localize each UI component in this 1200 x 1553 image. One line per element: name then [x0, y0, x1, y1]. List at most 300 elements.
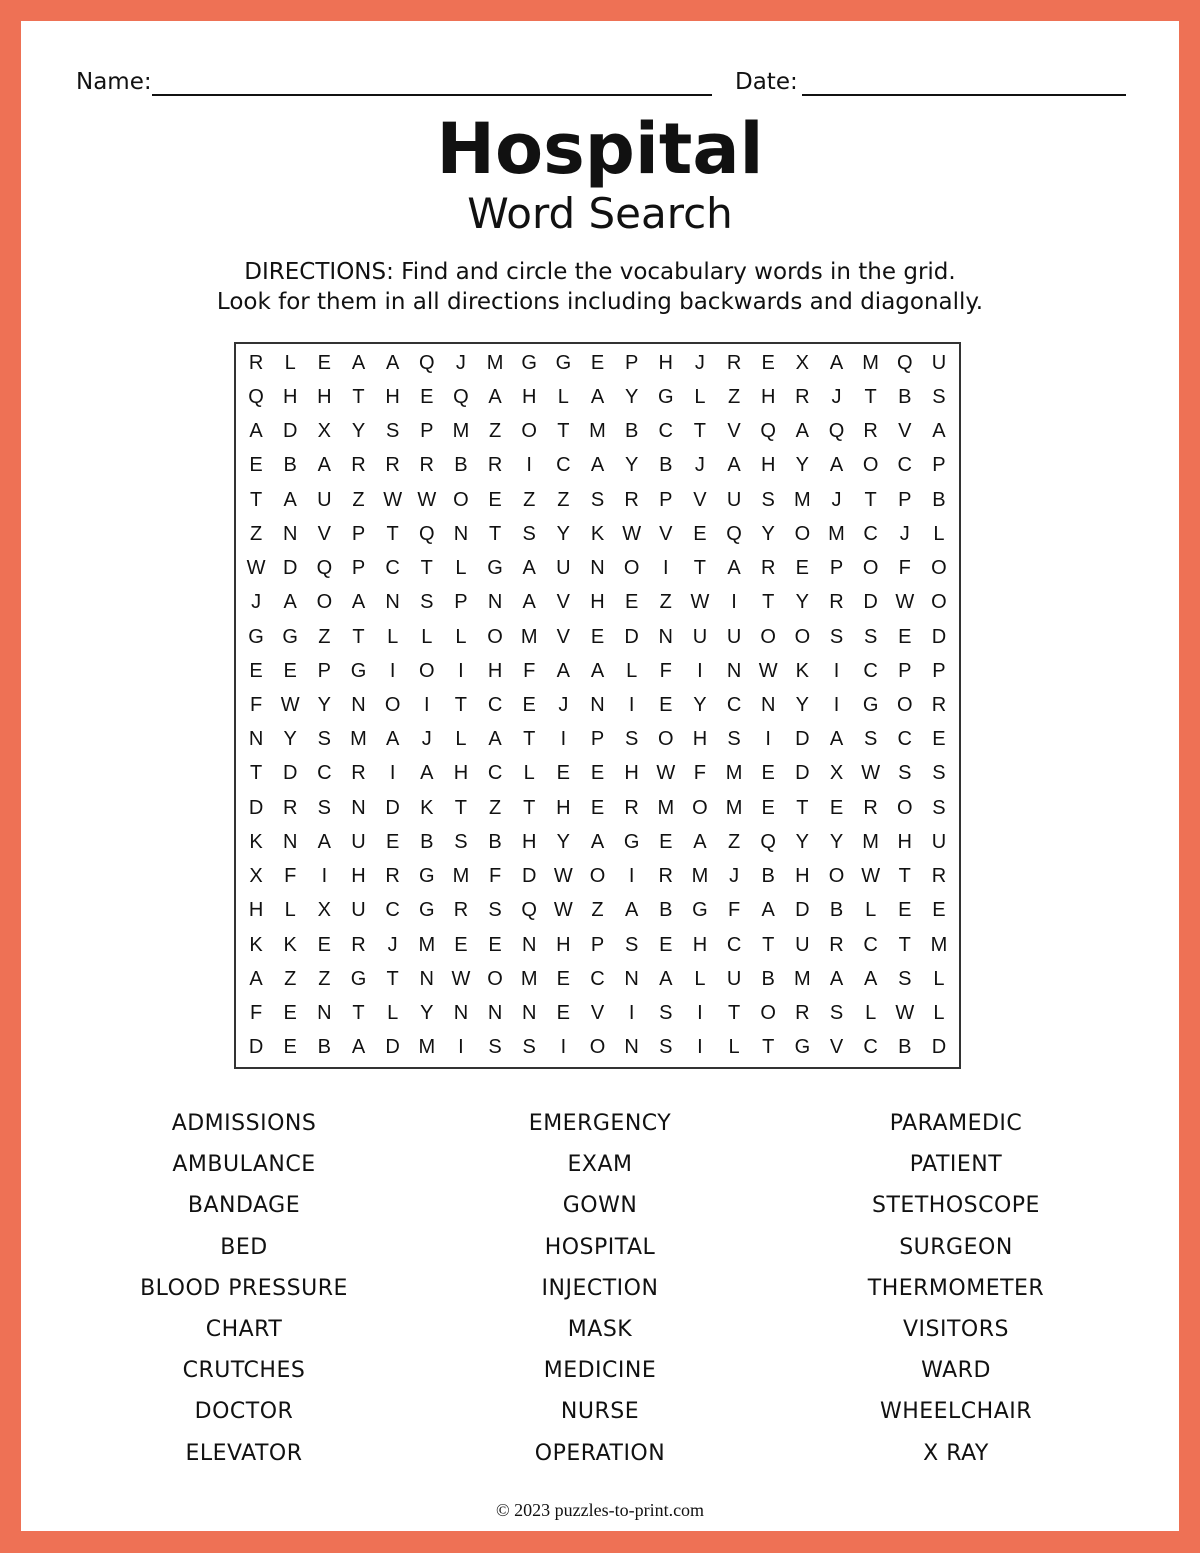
- grid-cell[interactable]: O: [760, 625, 776, 648]
- grid-cell[interactable]: I: [628, 865, 635, 888]
- grid-cell[interactable]: B: [283, 454, 297, 477]
- grid-cell[interactable]: O: [521, 420, 537, 443]
- grid-cell[interactable]: J: [831, 488, 842, 511]
- grid-cell[interactable]: C: [863, 659, 878, 682]
- grid-cell[interactable]: N: [487, 591, 503, 614]
- grid-cell[interactable]: M: [418, 1036, 436, 1059]
- grid-cell[interactable]: N: [624, 1036, 639, 1059]
- grid-cell[interactable]: M: [589, 420, 606, 443]
- grid-cell[interactable]: P: [932, 659, 946, 682]
- grid-cell[interactable]: E: [283, 659, 297, 682]
- grid-cell[interactable]: N: [590, 557, 605, 580]
- grid-cell[interactable]: G: [418, 899, 435, 922]
- grid-cell[interactable]: L: [455, 557, 467, 580]
- grid-cell[interactable]: W: [861, 762, 881, 785]
- grid-cell[interactable]: A: [488, 385, 502, 408]
- grid-cell[interactable]: L: [284, 351, 296, 374]
- grid-cell[interactable]: E: [590, 351, 605, 374]
- grid-cell[interactable]: J: [729, 865, 740, 888]
- grid-cell[interactable]: H: [282, 385, 298, 408]
- grid-cell[interactable]: G: [487, 557, 503, 580]
- grid-cell[interactable]: E: [488, 488, 502, 511]
- grid-cell[interactable]: Y: [693, 693, 707, 716]
- grid-cell[interactable]: I: [423, 693, 430, 716]
- grid-cell[interactable]: L: [933, 1002, 945, 1025]
- grid-cell[interactable]: Y: [795, 693, 810, 716]
- grid-cell[interactable]: Z: [318, 625, 331, 648]
- grid-cell[interactable]: D: [282, 762, 298, 785]
- grid-cell[interactable]: N: [624, 967, 639, 990]
- grid-cell[interactable]: C: [863, 1036, 878, 1059]
- grid-cell[interactable]: A: [624, 899, 639, 922]
- grid-cell[interactable]: R: [385, 865, 400, 888]
- grid-cell[interactable]: T: [557, 420, 570, 443]
- grid-cell[interactable]: C: [897, 454, 912, 477]
- grid-cell[interactable]: K: [249, 933, 263, 956]
- grid-cell[interactable]: R: [726, 351, 742, 374]
- grid-cell[interactable]: J: [421, 728, 432, 751]
- grid-cell[interactable]: P: [351, 522, 366, 545]
- grid-cell[interactable]: C: [385, 899, 400, 922]
- grid-cell[interactable]: S: [659, 1036, 673, 1059]
- grid-cell[interactable]: T: [762, 1036, 775, 1059]
- grid-cell[interactable]: A: [420, 762, 434, 785]
- grid-cell[interactable]: E: [317, 351, 332, 374]
- grid-cell[interactable]: H: [624, 762, 639, 785]
- grid-cell[interactable]: M: [691, 865, 709, 888]
- grid-cell[interactable]: H: [521, 385, 537, 408]
- grid-cell[interactable]: G: [418, 865, 435, 888]
- grid-cell[interactable]: A: [590, 385, 605, 408]
- grid-cell[interactable]: S: [454, 830, 468, 853]
- grid-cell[interactable]: F: [284, 865, 297, 888]
- grid-cell[interactable]: E: [522, 693, 536, 716]
- grid-cell[interactable]: Q: [316, 557, 333, 580]
- grid-cell[interactable]: S: [863, 728, 878, 751]
- grid-cell[interactable]: N: [351, 796, 366, 819]
- grid-cell[interactable]: X: [317, 420, 332, 443]
- grid-cell[interactable]: E: [624, 591, 639, 614]
- grid-cell[interactable]: W: [690, 591, 710, 614]
- grid-cell[interactable]: O: [657, 728, 674, 751]
- grid-cell[interactable]: U: [556, 557, 571, 580]
- grid-cell[interactable]: C: [863, 933, 878, 956]
- grid-cell[interactable]: T: [864, 385, 877, 408]
- grid-cell[interactable]: F: [488, 865, 502, 888]
- grid-cell[interactable]: O: [760, 1002, 776, 1025]
- grid-cell[interactable]: Y: [351, 420, 366, 443]
- grid-cell[interactable]: S: [488, 899, 502, 922]
- grid-cell[interactable]: U: [931, 351, 947, 374]
- grid-cell[interactable]: M: [452, 420, 470, 443]
- grid-cell[interactable]: T: [693, 557, 707, 580]
- grid-cell[interactable]: H: [556, 933, 571, 956]
- grid-cell[interactable]: S: [522, 1036, 536, 1059]
- grid-cell[interactable]: A: [590, 659, 605, 682]
- grid-cell[interactable]: S: [522, 522, 536, 545]
- grid-cell[interactable]: J: [899, 522, 910, 545]
- grid-cell[interactable]: D: [863, 591, 878, 614]
- grid-cell[interactable]: T: [898, 865, 911, 888]
- grid-cell[interactable]: L: [557, 385, 569, 408]
- grid-cell[interactable]: D: [795, 728, 810, 751]
- grid-cell[interactable]: O: [862, 454, 879, 477]
- grid-cell[interactable]: P: [590, 728, 605, 751]
- grid-cell[interactable]: N: [726, 659, 742, 682]
- grid-cell[interactable]: T: [523, 796, 536, 819]
- grid-cell[interactable]: O: [931, 557, 947, 580]
- grid-cell[interactable]: T: [523, 728, 536, 751]
- grid-cell[interactable]: S: [829, 1002, 844, 1025]
- grid-cell[interactable]: V: [590, 1002, 605, 1025]
- grid-cell[interactable]: L: [933, 522, 945, 545]
- grid-cell[interactable]: H: [760, 454, 776, 477]
- grid-cell[interactable]: L: [421, 625, 433, 648]
- grid-cell[interactable]: F: [693, 762, 707, 785]
- grid-cell[interactable]: Z: [249, 522, 263, 545]
- grid-cell[interactable]: V: [829, 1036, 844, 1059]
- grid-cell[interactable]: E: [590, 796, 605, 819]
- grid-cell[interactable]: T: [386, 967, 399, 990]
- grid-cell[interactable]: C: [726, 693, 742, 716]
- grid-cell[interactable]: R: [795, 1002, 810, 1025]
- grid-cell[interactable]: Y: [556, 830, 571, 853]
- grid-cell[interactable]: T: [352, 385, 365, 408]
- grid-cell[interactable]: Y: [761, 522, 775, 545]
- grid-cell[interactable]: M: [794, 488, 811, 511]
- grid-cell[interactable]: T: [762, 591, 775, 614]
- grid-cell[interactable]: B: [454, 454, 468, 477]
- grid-cell[interactable]: R: [419, 454, 434, 477]
- grid-cell[interactable]: U: [351, 830, 366, 853]
- grid-cell[interactable]: R: [351, 454, 366, 477]
- grid-cell[interactable]: Y: [556, 522, 571, 545]
- grid-cell[interactable]: E: [590, 625, 605, 648]
- grid-cell[interactable]: W: [656, 762, 676, 785]
- grid-cell[interactable]: T: [386, 522, 399, 545]
- grid-cell[interactable]: Q: [896, 351, 913, 374]
- grid-cell[interactable]: I: [389, 762, 396, 785]
- grid-cell[interactable]: A: [249, 967, 263, 990]
- grid-cell[interactable]: O: [589, 1036, 606, 1059]
- grid-cell[interactable]: T: [454, 796, 468, 819]
- grid-cell[interactable]: J: [831, 385, 842, 408]
- grid-cell[interactable]: E: [932, 728, 946, 751]
- grid-cell[interactable]: J: [455, 351, 466, 374]
- grid-cell[interactable]: C: [726, 933, 742, 956]
- grid-cell[interactable]: I: [765, 728, 771, 751]
- grid-cell[interactable]: I: [560, 1036, 567, 1059]
- grid-cell[interactable]: Y: [795, 830, 810, 853]
- grid-cell[interactable]: S: [898, 762, 912, 785]
- grid-cell[interactable]: R: [931, 693, 947, 716]
- grid-cell[interactable]: Q: [418, 522, 435, 545]
- grid-cell[interactable]: O: [862, 557, 879, 580]
- grid-cell[interactable]: O: [487, 967, 503, 990]
- grid-cell[interactable]: L: [694, 967, 706, 990]
- grid-cell[interactable]: R: [351, 933, 366, 956]
- grid-cell[interactable]: Y: [624, 454, 639, 477]
- grid-cell[interactable]: C: [863, 522, 878, 545]
- grid-cell[interactable]: P: [590, 933, 605, 956]
- grid-cell[interactable]: A: [693, 830, 707, 853]
- grid-cell[interactable]: V: [898, 420, 912, 443]
- grid-cell[interactable]: A: [829, 351, 844, 374]
- grid-cell[interactable]: A: [863, 967, 878, 990]
- grid-cell[interactable]: S: [420, 591, 434, 614]
- grid-cell[interactable]: H: [453, 762, 469, 785]
- grid-cell[interactable]: W: [758, 659, 778, 682]
- grid-cell[interactable]: E: [385, 830, 400, 853]
- grid-cell[interactable]: E: [829, 796, 844, 819]
- grid-cell[interactable]: S: [624, 728, 639, 751]
- grid-cell[interactable]: Y: [829, 830, 844, 853]
- grid-cell[interactable]: A: [351, 1036, 366, 1059]
- grid-cell[interactable]: G: [555, 351, 572, 374]
- grid-cell[interactable]: L: [626, 659, 638, 682]
- grid-cell[interactable]: E: [795, 557, 810, 580]
- grid-cell[interactable]: M: [725, 796, 743, 819]
- grid-cell[interactable]: C: [317, 762, 332, 785]
- grid-cell[interactable]: T: [693, 420, 707, 443]
- grid-cell[interactable]: Q: [418, 351, 435, 374]
- grid-cell[interactable]: O: [418, 659, 435, 682]
- grid-cell[interactable]: A: [351, 591, 366, 614]
- grid-cell[interactable]: P: [898, 488, 912, 511]
- grid-cell[interactable]: L: [523, 762, 535, 785]
- grid-cell[interactable]: B: [659, 899, 673, 922]
- grid-cell[interactable]: T: [249, 762, 263, 785]
- grid-cell[interactable]: G: [521, 351, 537, 374]
- grid-cell[interactable]: R: [658, 865, 673, 888]
- grid-cell[interactable]: K: [249, 830, 263, 853]
- grid-cell[interactable]: A: [283, 591, 297, 614]
- grid-cell[interactable]: G: [692, 899, 708, 922]
- grid-cell[interactable]: S: [659, 1002, 673, 1025]
- grid-cell[interactable]: A: [932, 420, 946, 443]
- grid-cell[interactable]: B: [420, 830, 434, 853]
- grid-cell[interactable]: O: [487, 625, 503, 648]
- grid-cell[interactable]: A: [522, 591, 536, 614]
- grid-cell[interactable]: H: [351, 865, 366, 888]
- grid-cell[interactable]: O: [896, 693, 913, 716]
- grid-cell[interactable]: B: [317, 1036, 332, 1059]
- grid-cell[interactable]: R: [795, 385, 810, 408]
- grid-cell[interactable]: Z: [523, 488, 536, 511]
- grid-cell[interactable]: B: [829, 899, 844, 922]
- grid-cell[interactable]: K: [420, 796, 434, 819]
- grid-cell[interactable]: L: [284, 899, 296, 922]
- grid-cell[interactable]: E: [317, 933, 332, 956]
- grid-cell[interactable]: P: [898, 659, 912, 682]
- grid-cell[interactable]: A: [590, 454, 605, 477]
- grid-cell[interactable]: R: [829, 933, 844, 956]
- grid-cell[interactable]: F: [249, 693, 263, 716]
- grid-cell[interactable]: P: [659, 488, 673, 511]
- grid-cell[interactable]: M: [828, 522, 845, 545]
- grid-cell[interactable]: C: [385, 557, 400, 580]
- grid-cell[interactable]: T: [249, 488, 263, 511]
- grid-cell[interactable]: A: [727, 557, 741, 580]
- grid-cell[interactable]: L: [728, 1036, 740, 1059]
- grid-cell[interactable]: T: [898, 933, 911, 956]
- grid-cell[interactable]: N: [282, 522, 298, 545]
- grid-cell[interactable]: P: [454, 591, 468, 614]
- grid-cell[interactable]: A: [522, 557, 536, 580]
- grid-cell[interactable]: W: [553, 865, 573, 888]
- grid-cell[interactable]: E: [898, 899, 912, 922]
- grid-cell[interactable]: D: [282, 420, 298, 443]
- grid-cell[interactable]: I: [731, 591, 737, 614]
- grid-cell[interactable]: C: [487, 693, 503, 716]
- grid-cell[interactable]: Z: [488, 420, 502, 443]
- grid-cell[interactable]: J: [694, 454, 705, 477]
- grid-cell[interactable]: G: [657, 385, 674, 408]
- grid-cell[interactable]: E: [659, 693, 673, 716]
- grid-cell[interactable]: I: [628, 1002, 635, 1025]
- grid-cell[interactable]: M: [486, 351, 504, 374]
- grid-cell[interactable]: E: [454, 933, 468, 956]
- grid-cell[interactable]: O: [794, 625, 811, 648]
- grid-cell[interactable]: N: [351, 693, 366, 716]
- grid-cell[interactable]: M: [520, 967, 538, 990]
- grid-cell[interactable]: M: [930, 933, 948, 956]
- grid-cell[interactable]: P: [932, 454, 946, 477]
- grid-cell[interactable]: O: [828, 865, 845, 888]
- grid-cell[interactable]: C: [590, 967, 605, 990]
- grid-cell[interactable]: B: [659, 454, 673, 477]
- grid-cell[interactable]: I: [628, 693, 635, 716]
- grid-cell[interactable]: E: [761, 796, 775, 819]
- grid-cell[interactable]: A: [727, 454, 741, 477]
- grid-cell[interactable]: N: [521, 933, 537, 956]
- grid-cell[interactable]: H: [692, 933, 708, 956]
- grid-cell[interactable]: H: [590, 591, 605, 614]
- grid-cell[interactable]: E: [420, 385, 434, 408]
- grid-cell[interactable]: X: [795, 351, 810, 374]
- grid-cell[interactable]: W: [417, 488, 437, 511]
- grid-cell[interactable]: G: [350, 659, 367, 682]
- grid-cell[interactable]: J: [251, 591, 262, 614]
- grid-cell[interactable]: S: [590, 488, 605, 511]
- grid-cell[interactable]: B: [761, 967, 775, 990]
- grid-cell[interactable]: B: [898, 1036, 912, 1059]
- grid-cell[interactable]: W: [861, 865, 881, 888]
- grid-cell[interactable]: U: [726, 488, 742, 511]
- grid-cell[interactable]: M: [418, 933, 436, 956]
- grid-cell[interactable]: A: [385, 351, 400, 374]
- grid-cell[interactable]: G: [248, 625, 264, 648]
- grid-cell[interactable]: Q: [521, 899, 537, 922]
- grid-cell[interactable]: P: [829, 557, 844, 580]
- grid-cell[interactable]: D: [385, 796, 400, 819]
- grid-cell[interactable]: F: [249, 1002, 263, 1025]
- grid-cell[interactable]: S: [932, 385, 946, 408]
- grid-cell[interactable]: D: [248, 796, 264, 819]
- grid-cell[interactable]: I: [526, 454, 532, 477]
- grid-cell[interactable]: O: [589, 865, 606, 888]
- grid-cell[interactable]: D: [385, 1036, 400, 1059]
- grid-cell[interactable]: J: [387, 933, 398, 956]
- grid-cell[interactable]: L: [455, 728, 467, 751]
- grid-cell[interactable]: E: [693, 522, 707, 545]
- grid-cell[interactable]: H: [317, 385, 332, 408]
- grid-cell[interactable]: A: [795, 420, 810, 443]
- grid-cell[interactable]: Q: [248, 385, 264, 408]
- grid-cell[interactable]: H: [248, 899, 264, 922]
- grid-cell[interactable]: R: [624, 488, 639, 511]
- grid-cell[interactable]: L: [865, 1002, 877, 1025]
- grid-cell[interactable]: T: [762, 933, 775, 956]
- grid-cell[interactable]: A: [590, 830, 605, 853]
- grid-cell[interactable]: Y: [624, 385, 639, 408]
- grid-cell[interactable]: I: [833, 693, 840, 716]
- grid-cell[interactable]: V: [556, 591, 571, 614]
- grid-cell[interactable]: M: [725, 762, 743, 785]
- grid-cell[interactable]: O: [692, 796, 708, 819]
- grid-cell[interactable]: I: [697, 1036, 703, 1059]
- grid-cell[interactable]: V: [659, 522, 673, 545]
- grid-cell[interactable]: I: [321, 865, 328, 888]
- grid-cell[interactable]: R: [487, 454, 503, 477]
- grid-cell[interactable]: C: [556, 454, 571, 477]
- grid-cell[interactable]: H: [760, 385, 776, 408]
- grid-cell[interactable]: D: [795, 762, 810, 785]
- grid-cell[interactable]: S: [488, 1036, 502, 1059]
- grid-cell[interactable]: E: [488, 933, 502, 956]
- grid-cell[interactable]: I: [389, 659, 396, 682]
- grid-cell[interactable]: Y: [795, 454, 810, 477]
- grid-cell[interactable]: F: [727, 899, 741, 922]
- grid-cell[interactable]: S: [385, 420, 400, 443]
- grid-cell[interactable]: N: [453, 1002, 469, 1025]
- grid-cell[interactable]: W: [451, 967, 471, 990]
- grid-cell[interactable]: Y: [317, 693, 332, 716]
- grid-cell[interactable]: G: [623, 830, 640, 853]
- grid-cell[interactable]: T: [488, 522, 502, 545]
- grid-cell[interactable]: C: [487, 762, 503, 785]
- grid-cell[interactable]: Y: [420, 1002, 434, 1025]
- grid-cell[interactable]: W: [280, 693, 300, 716]
- grid-cell[interactable]: A: [488, 728, 502, 751]
- grid-cell[interactable]: V: [317, 522, 332, 545]
- grid-cell[interactable]: A: [829, 967, 844, 990]
- grid-cell[interactable]: N: [521, 1002, 537, 1025]
- grid-cell[interactable]: M: [862, 830, 879, 853]
- grid-cell[interactable]: O: [453, 488, 469, 511]
- grid-cell[interactable]: U: [726, 967, 742, 990]
- grid-cell[interactable]: H: [658, 351, 673, 374]
- grid-cell[interactable]: R: [931, 865, 947, 888]
- grid-cell[interactable]: Z: [727, 385, 741, 408]
- grid-cell[interactable]: O: [794, 522, 811, 545]
- grid-cell[interactable]: E: [761, 762, 775, 785]
- grid-cell[interactable]: E: [556, 967, 571, 990]
- grid-cell[interactable]: I: [833, 659, 840, 682]
- grid-cell[interactable]: A: [761, 899, 775, 922]
- grid-cell[interactable]: M: [452, 865, 470, 888]
- grid-cell[interactable]: S: [829, 625, 844, 648]
- grid-cell[interactable]: R: [351, 762, 366, 785]
- grid-cell[interactable]: Q: [453, 385, 469, 408]
- grid-cell[interactable]: J: [558, 693, 569, 716]
- grid-cell[interactable]: N: [385, 591, 400, 614]
- grid-cell[interactable]: O: [931, 591, 947, 614]
- grid-cell[interactable]: S: [761, 488, 775, 511]
- grid-cell[interactable]: Z: [284, 967, 297, 990]
- grid-cell[interactable]: B: [761, 865, 775, 888]
- grid-cell[interactable]: T: [352, 625, 365, 648]
